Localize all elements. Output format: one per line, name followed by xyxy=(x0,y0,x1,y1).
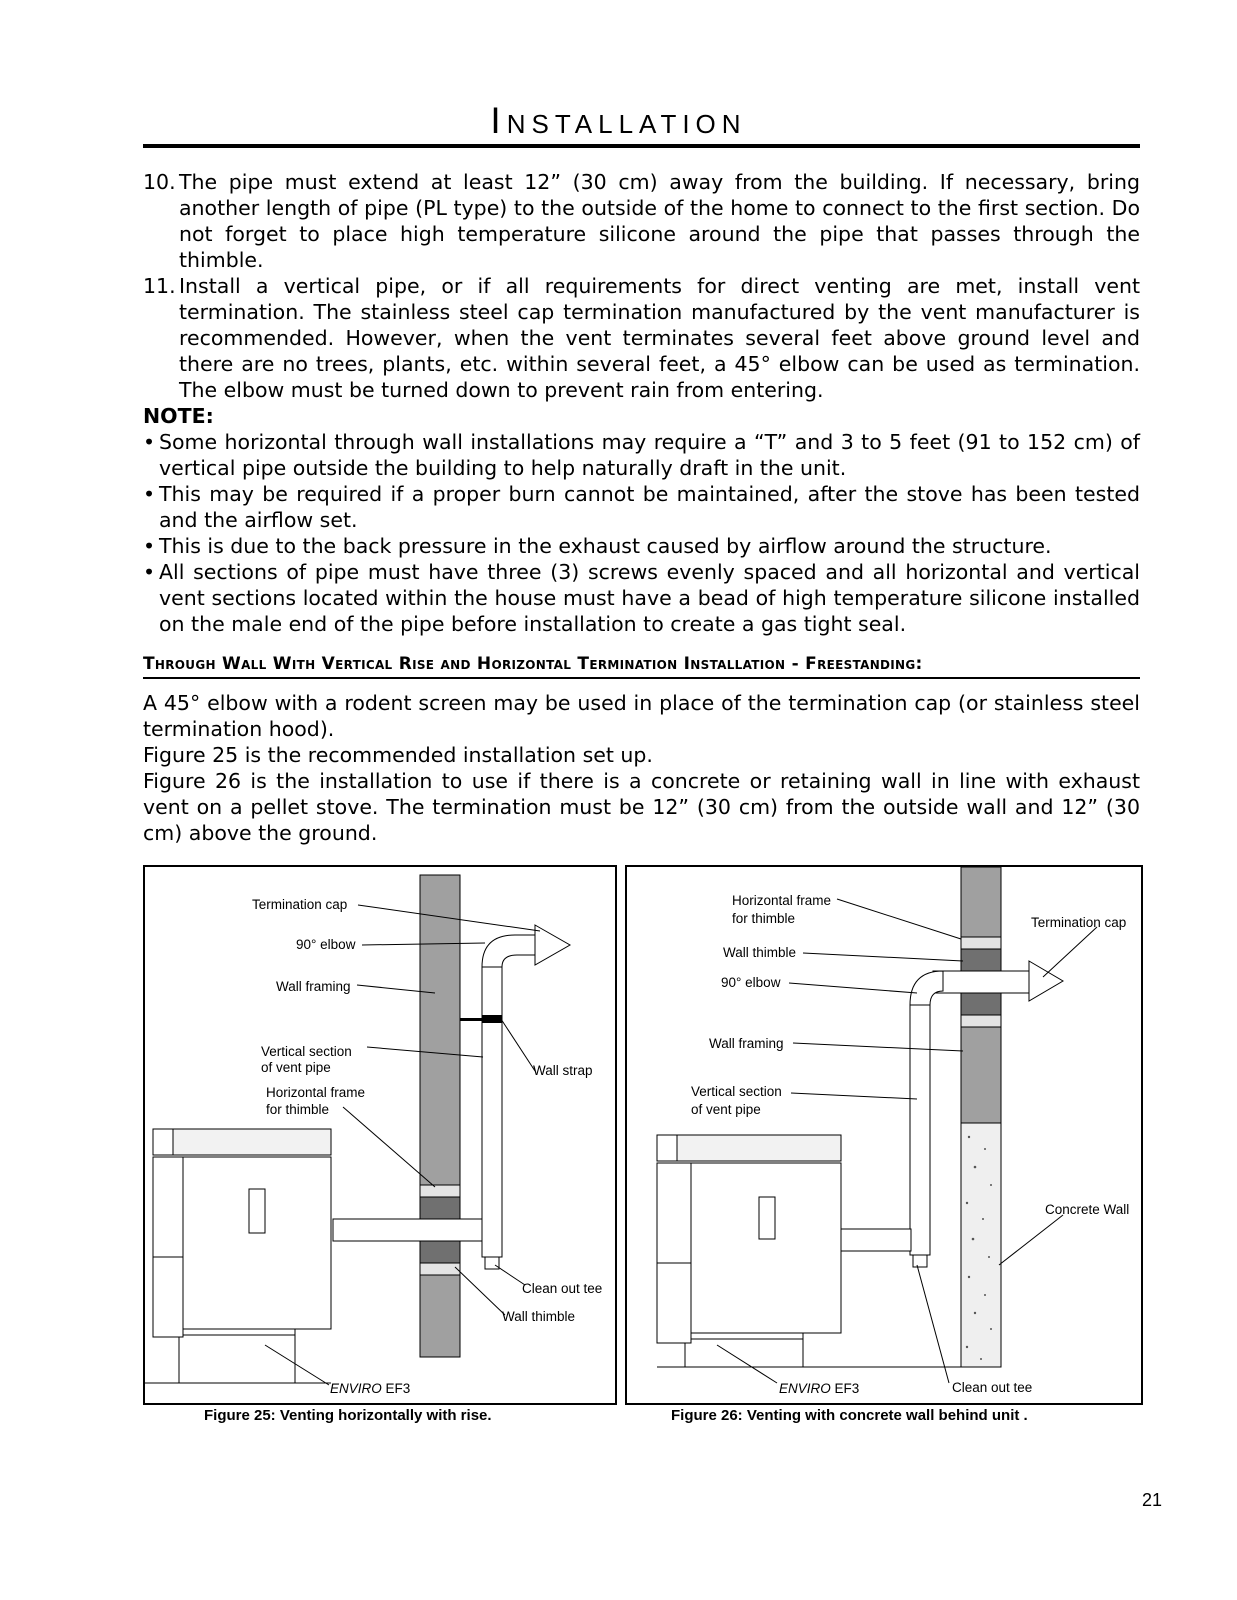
stove-top xyxy=(153,1129,331,1155)
concrete-wall-label: Concrete Wall xyxy=(1045,1202,1130,1217)
wall-framing-column xyxy=(420,875,460,1357)
thimble-frame xyxy=(420,1185,460,1197)
clean-out-tee xyxy=(485,1257,499,1269)
note-bullet: • All sections of pipe must have three (3) screws evenly spaced and all horizontal and vertical vent sections located within the house must have a bead of high temperature silicone installed on the male end of the pipe before installation to create a gas tight seal. xyxy=(143,560,1140,636)
horizontal-frame-label: Horizontal frame xyxy=(266,1085,366,1100)
section-paragraph: Figure 25 is the recommended installation set up. xyxy=(143,743,653,767)
wall-thimble-label: Wall thimble xyxy=(502,1309,576,1324)
wall-thimble-label: Wall thimble xyxy=(723,945,797,960)
wall-thimble xyxy=(420,1197,460,1219)
section-paragraph: Figure 26 is the installation to use if there is a concrete or retaining wall in line with exhaust vent on a pellet stove. The termination must be 12” (30 cm) from the outside wall and 12” (30 cm) above the ground. xyxy=(143,769,1140,845)
clean-out-tee xyxy=(913,1255,927,1267)
figure-25-caption: Figure 25: Venting horizontally with rise. xyxy=(204,1407,492,1424)
thimble-frame-lower xyxy=(420,1263,460,1275)
elbow-label: 90° elbow xyxy=(296,937,356,952)
note-bullet-text: All sections of pipe must have three (3) screws evenly spaced and all horizontal and vertical vent sections located within the house must have a bead of high temperature silicone installed on the male end of the pipe before installation to create a gas tight seal. xyxy=(159,560,1140,636)
clean-out-label: Clean out tee xyxy=(952,1380,1033,1395)
clean-out-label: Clean out tee xyxy=(522,1281,603,1296)
wall-thimble-lower xyxy=(420,1241,460,1263)
stove-door-handle xyxy=(249,1189,265,1233)
vertical-pipe xyxy=(910,1005,930,1255)
horizontal-frame-label-2: for thimble xyxy=(732,911,796,926)
horizontal-pipe xyxy=(841,1229,911,1251)
termination-cap-label: Termination cap xyxy=(252,897,348,912)
concrete-wall xyxy=(961,1123,1001,1367)
thimble-frame xyxy=(961,937,1001,949)
horizontal-termination-pipe xyxy=(933,971,1029,993)
figure-26-drawing xyxy=(627,867,1141,1403)
steps-list xyxy=(143,169,1140,637)
termination-cap xyxy=(1029,961,1063,1001)
step-text: Install a vertical pipe, or if all requirements for direct venting are met, install vent termination. The stainless steel cap termination manufactured by the vent manufacturer is recommended. However, when the vent terminates several feet above ground level and there are no trees, plants, etc. within several feet, a 45° elbow can be used as termination. The elbow must be turned down to prevent rain from entering. xyxy=(179,274,1140,402)
figure-26 xyxy=(625,865,1143,1405)
section-paragraph: A 45° elbow with a rodent screen may be used in place of the termination cap (or stainless steel termination hood). xyxy=(143,691,1140,741)
stove-pedestal xyxy=(179,1335,295,1383)
horizontal-frame-label-2: for thimble xyxy=(266,1102,330,1117)
section-rule xyxy=(143,677,1140,679)
step-text: The pipe must extend at least 12” (30 cm) away from the building. If necessary, bring another length of pipe (PL type) to the outside of the home to connect to the first section. Do not forget to place high temperature silicone around the pipe that passes through the thimble. xyxy=(179,170,1140,272)
horizontal-pipe xyxy=(333,1219,483,1241)
wall-thimble-lower xyxy=(961,993,1001,1015)
wall-strap-label: Wall strap xyxy=(533,1063,593,1078)
step-number: 10. xyxy=(143,170,176,194)
section-heading: Through Wall With Vertical Rise and Horizontal Termination Installation - Freestanding: xyxy=(143,654,923,674)
section-body xyxy=(143,690,1140,846)
elbow xyxy=(910,971,943,1005)
note-bullet-text: This is due to the back pressure in the exhaust caused by airflow around the structure. xyxy=(159,534,1052,558)
vertical-section-label: Vertical section xyxy=(691,1084,782,1099)
page-title: Installation xyxy=(490,100,747,141)
termination-cap xyxy=(535,925,570,965)
horizontal-frame-label: Horizontal frame xyxy=(732,893,832,908)
vertical-pipe xyxy=(482,967,502,1257)
termination-cap-label: Termination cap xyxy=(1031,915,1127,930)
model-brand: ENVIRO xyxy=(779,1381,831,1396)
note-label: NOTE: xyxy=(143,404,214,428)
page-number: 21 xyxy=(1141,1490,1162,1510)
stove-hopper xyxy=(153,1157,183,1257)
model-name: EF3 xyxy=(830,1381,860,1396)
step-number: 11. xyxy=(143,274,176,298)
wall-strap-clamp xyxy=(482,1015,502,1023)
vertical-section-label-2: of vent pipe xyxy=(261,1060,331,1075)
wall-framing-label: Wall framing xyxy=(709,1036,784,1051)
model-brand: ENVIRO xyxy=(330,1381,382,1396)
note-bullet-text: Some horizontal through wall installations may require a “T” and 3 to 5 feet (91 to 152 cm) of vertical pipe outside the building to help naturally draft in the unit. xyxy=(159,430,1140,480)
vertical-section-label-2: of vent pipe xyxy=(691,1102,761,1117)
model-name: EF3 xyxy=(381,1381,411,1396)
stove-top xyxy=(657,1135,841,1161)
figure-26-caption: Figure 26: Venting with concrete wall behind unit . xyxy=(671,1407,1028,1424)
stove-body xyxy=(183,1157,331,1329)
wall-strap-bar xyxy=(460,1018,482,1021)
stove-door-handle xyxy=(759,1197,775,1239)
step-11 xyxy=(143,273,1140,403)
figure-25 xyxy=(143,865,617,1405)
elbow xyxy=(482,935,535,967)
model-label xyxy=(330,1381,410,1396)
vertical-section-label: Vertical section xyxy=(261,1044,352,1059)
title-rule xyxy=(143,144,1140,148)
note-bullet: • This is due to the back pressure in the exhaust caused by airflow around the structure. xyxy=(143,533,1140,559)
model-label xyxy=(779,1381,859,1396)
step-10 xyxy=(143,169,1140,273)
note-bullet: • This may be required if a proper burn cannot be maintained, after the stove has been tested and the airflow set. xyxy=(143,482,1140,532)
note-bullet: • Some horizontal through wall installations may require a “T” and 3 to 5 feet (91 to 152 cm) of vertical pipe outside the building to help naturally draft in the unit. xyxy=(143,430,1140,480)
stove-hopper xyxy=(657,1163,691,1263)
note-bullet-text: This may be required if a proper burn cannot be maintained, after the stove has been tested and the airflow set. xyxy=(159,482,1140,532)
wall-framing-label: Wall framing xyxy=(276,979,351,994)
wall-thimble xyxy=(961,949,1001,971)
figure-25-drawing xyxy=(145,867,615,1403)
stove-body xyxy=(691,1163,841,1333)
elbow-label: 90° elbow xyxy=(721,975,781,990)
stove-pedestal xyxy=(685,1339,803,1367)
